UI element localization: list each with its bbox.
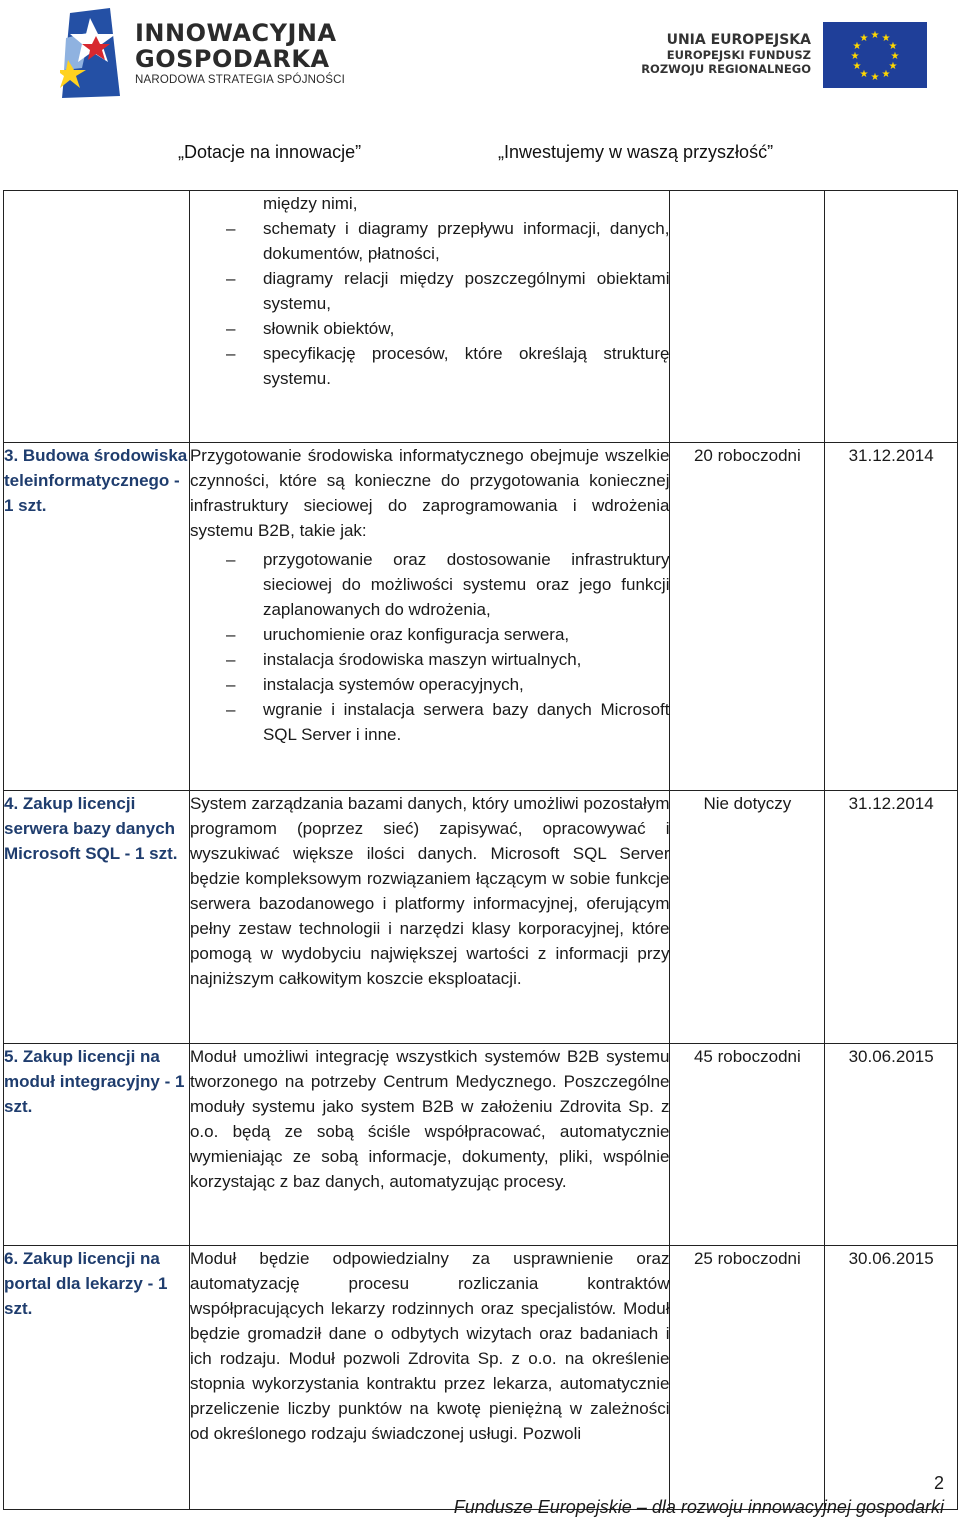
tasks-table-body	[4, 191, 958, 1510]
svg-text:★: ★	[888, 41, 898, 52]
dash-list-item	[190, 266, 670, 316]
task-name: 6. Zakup licencji na portal dla lekarzy - 1 szt.	[4, 1249, 168, 1318]
dash-list-item-text: przygotowanie oraz dostosowanie infrastruktury sieciowej do możliwości systemu oraz jego funkcji zaplanowanych do wdrożenia,	[262, 550, 670, 619]
eu-text	[628, 32, 811, 76]
innowacyjna-gospodarka-emblem-icon	[60, 8, 130, 100]
task-date-cell	[825, 1044, 958, 1246]
table-row	[4, 1246, 958, 1510]
task-time-cell	[670, 791, 825, 1044]
dash-list-item	[190, 547, 670, 622]
svg-text:★: ★	[870, 72, 880, 83]
page-number: 2	[933, 1473, 944, 1493]
dash-list-item	[190, 191, 670, 216]
dash-bullet-icon: –	[225, 344, 236, 363]
dash-list-item	[190, 622, 670, 647]
task-date: 30.06.2015	[848, 1047, 934, 1066]
svg-text:★: ★	[888, 61, 898, 72]
task-description-cell	[189, 443, 670, 791]
task-date: 31.12.2014	[848, 446, 934, 465]
dash-list-item-text: między nimi,	[262, 194, 358, 213]
task-time: 25 roboczodni	[693, 1249, 801, 1268]
dash-bullet-icon: –	[225, 700, 236, 719]
task-name-cell	[4, 791, 190, 1044]
dash-bullet-icon: –	[225, 650, 236, 669]
logo-left-line2: GOSPODARKA	[135, 45, 330, 73]
dash-list-item	[190, 341, 670, 391]
task-name-cell	[4, 1246, 190, 1510]
table-row	[4, 443, 958, 791]
svg-text:★: ★	[870, 30, 880, 41]
task-time-cell	[670, 1044, 825, 1246]
table-row	[4, 1044, 958, 1246]
svg-text:★: ★	[859, 33, 869, 44]
task-time: 20 roboczodni	[693, 446, 801, 465]
task-description-cell	[189, 1044, 670, 1246]
task-name-cell	[4, 443, 190, 791]
task-time-cell	[670, 443, 825, 791]
svg-text:★: ★	[890, 51, 900, 62]
task-name-cell	[4, 1044, 190, 1246]
logo-right-line1: UNIA EUROPEJSKA	[666, 32, 811, 48]
task-name: 5. Zakup licencji na moduł integracyjny - 1 szt.	[4, 1047, 185, 1116]
dash-bullet-icon: –	[225, 269, 236, 288]
logo-left-subtitle: NARODOWA STRATEGIA SPÓJNOŚCI	[135, 74, 346, 86]
task-description-cell	[189, 1246, 670, 1510]
logo-right-line2: EUROPEJSKI FUNDUSZ	[666, 48, 811, 62]
task-description-cell	[189, 191, 670, 443]
svg-text:★: ★	[852, 41, 862, 52]
svg-text:★: ★	[881, 33, 891, 44]
dash-bullet-icon: –	[225, 219, 236, 238]
footer-text: Fundusze Europejskie – dla rozwoju innowacyjnej gospodarki	[453, 1497, 944, 1517]
dash-bullet-icon: –	[225, 550, 236, 569]
dash-bullet-icon: –	[225, 625, 236, 644]
task-description: System zarządzania bazami danych, który umożliwi pozostałym programom (poprzez sieć) zapisywać, opracowywać i wyszukiwać większe ilości danych. Microsoft SQL Server będzie kompleksowym rozwiązaniem łączącym w sobie funkcje serwera bazodanowego i platformy informacyjnej, oferującym pełny zestaw technologii i narzędzi klasy korporacyjnej, które pomogą w wydobyciu największej wartości z informacji przy najniższym całkowitym koszcie eksploatacji.	[189, 794, 670, 988]
task-date-cell	[825, 791, 958, 1044]
task-name: 4. Zakup licencji serwera bazy danych Microsoft SQL - 1 szt.	[4, 794, 178, 863]
dash-list-item-text: schematy i diagramy przepływu informacji, danych, dokumentów, płatności,	[262, 219, 670, 263]
dash-list-item-text: instalacja systemów operacyjnych,	[262, 675, 524, 694]
task-date-cell	[825, 1246, 958, 1510]
eu-flag-icon	[823, 22, 927, 88]
dash-list-item-text: specyfikację procesów, które określają strukturę systemu.	[262, 344, 670, 388]
task-description: Moduł umożliwi integrację wszystkich systemów B2B systemu tworzonego na potrzeby Centrum Medycznego. Poszczególne moduły systemu jako system B2B w założeniu Zdrovita Sp. z o.o. będą ze sobą ściśle współpracować, automatycznie wymieniając ze sobą informacje, dokumenty, pliki, wspólnie korzystając z baz danych, automatyzując procesy.	[189, 1047, 670, 1191]
task-date-cell	[825, 443, 958, 791]
svg-text:★: ★	[852, 61, 862, 72]
task-time: Nie dotyczy	[703, 794, 792, 813]
dash-list-item-text: instalacja środowiska maszyn wirtualnych,	[262, 650, 582, 669]
innowacyjna-gospodarka-title	[135, 20, 337, 72]
task-date-cell	[825, 191, 958, 443]
dash-bullet-icon: –	[225, 319, 236, 338]
dash-list-item-text: uruchomienie oraz konfiguracja serwera,	[262, 625, 570, 644]
table-row	[4, 791, 958, 1044]
dash-list	[190, 191, 670, 391]
logo-left-line1: INNOWACYJNA	[135, 19, 337, 47]
task-description-cell	[189, 791, 670, 1044]
dash-bullet-icon: –	[225, 675, 236, 694]
dash-list-item	[190, 316, 670, 341]
dash-list-item	[190, 672, 670, 697]
dash-list	[190, 547, 670, 747]
dash-list-item-text: słownik obiektów,	[262, 319, 395, 338]
svg-text:★: ★	[881, 69, 891, 80]
task-time: 45 roboczodni	[693, 1047, 801, 1066]
task-description: Moduł będzie odpowiedzialny za usprawnienie oraz automatyzację procesu rozliczania kontraktów współpracujących lekarzy rodzinnych oraz specjalistów. Moduł będzie gromadził dane o odbytych wizytach oraz badaniach i ich rodzaju. Moduł pozwoli Zdrovita Sp. z o.o. na określenie stopnia wykorzystania kontraktu przez lekarza, automatycznie przeliczenie liczby punktów na kwotę pieniężną w zależności od określonego rodzaju świadczonej usługi. Pozwoli	[189, 1249, 670, 1443]
task-time-cell	[670, 191, 825, 443]
unia-europejska-logo	[628, 22, 938, 88]
dash-list-item-text: diagramy relacji między poszczególnymi obiektami systemu,	[262, 269, 670, 313]
logo-right-line3: ROZWOJU REGIONALNEGO	[641, 62, 811, 76]
task-name: 3. Budowa środowiska teleinformatycznego - 1 szt.	[4, 446, 188, 515]
innowacyjna-gospodarka-logo	[60, 8, 350, 100]
svg-text:★: ★	[859, 69, 869, 80]
dash-list-item-text: wgranie i instalacja serwera bazy danych Microsoft SQL Server i inne.	[262, 700, 670, 744]
task-time-cell	[670, 1246, 825, 1510]
dash-list-item	[190, 647, 670, 672]
task-description: Przygotowanie środowiska informatycznego obejmuje wszelkie czynności, które są konieczne do przygotowania koniecznej infrastruktury sieciowej do zaprogramowania i wdrożenia systemu B2B, takie jak:	[189, 446, 670, 540]
page-header	[0, 0, 960, 175]
dash-list-item	[190, 697, 670, 747]
dash-list-item	[190, 216, 670, 266]
slogan-left: „Dotacje na innowacje”	[178, 142, 362, 162]
table-row	[4, 191, 958, 443]
task-date: 31.12.2014	[848, 794, 934, 813]
svg-text:★: ★	[850, 51, 860, 62]
tasks-table	[3, 190, 958, 1510]
task-date: 30.06.2015	[848, 1249, 934, 1268]
slogan-right: „Inwestujemy w waszą przyszłość”	[498, 142, 774, 162]
task-name-cell	[4, 191, 190, 443]
